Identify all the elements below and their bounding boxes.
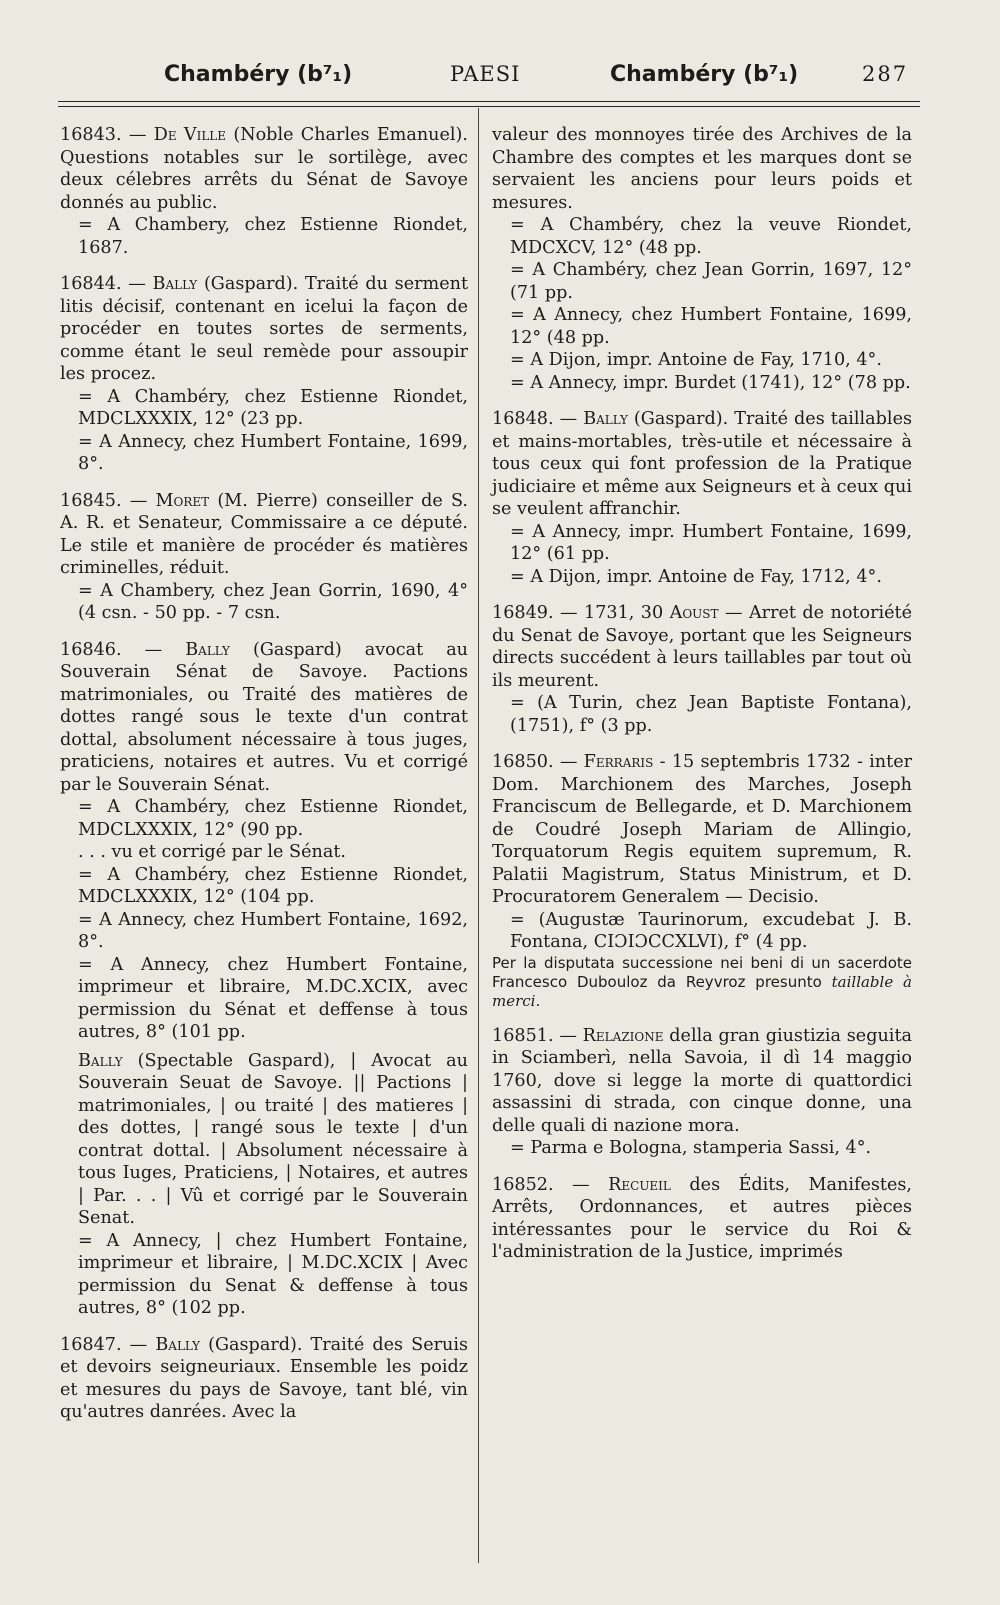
entry-author: Relazione	[582, 1025, 664, 1046]
entry-body: 16851. — Relazione della gran giustizia seguita in Sciamberì, nella Savoia, il dì 14 maggio 1760, dove si legge la morte di quattordici assassini di strada, con cinque donne, una delle quali di nazione mora.	[492, 1025, 912, 1136]
entry-author: Bally	[78, 1050, 123, 1071]
entry-16843	[60, 124, 468, 259]
entry-author: Aoust	[669, 603, 719, 623]
header-rule	[58, 101, 920, 102]
column-divider	[478, 108, 479, 1563]
entry-16847	[60, 1334, 468, 1424]
entry-author: Ferraris	[583, 752, 654, 772]
entry-author: De Ville	[153, 125, 227, 145]
edition-line: = A Chambéry, chez Estienne Riondet, MDCLXXXIX, 12° (104 pp.	[78, 864, 468, 907]
entry-16844	[60, 273, 468, 476]
right-column	[492, 124, 912, 1278]
edition-line: = A Annecy, impr. Burdet (1741), 12° (78 pp.	[510, 372, 911, 393]
edition-line: = A Annecy, chez Humbert Fontaine, 1699, 8°.	[78, 431, 468, 474]
entry-body: 16846. — Bally (Gaspard) avocat au Souverain Sénat de Savoye. Pactions matrimoniales, ou Traité des matières de dottes rangé sous le texte d'un contrat dottal, absolument nécessaire à tous juges, praticiens, notaires et autres. Vu et corrigé par le Souverain Sénat.	[60, 639, 469, 795]
edition-line: = A Chambéry, chez la veuve Riondet, MDCXCV, 12° (48 pp.	[510, 215, 912, 258]
edition-line: = A Annecy, impr. Humbert Fontaine, 1699, 12° (61 pp.	[510, 521, 912, 564]
edition-line: = A Dijon, impr. Antoine de Fay, 1710, 4°.	[510, 350, 882, 370]
entry-16846	[60, 639, 468, 1320]
header-rule-double	[58, 106, 920, 107]
entry-16845	[60, 490, 468, 625]
entry-author: Bally	[155, 1334, 201, 1355]
edition-line: . . . vu et corrigé par le Sénat.	[78, 842, 346, 862]
entry-text: (Noble Charles Emanuel). Questions notables sur le sortilège, avec deux célebres arrêts du Sénat de Savoye donnés au public.	[60, 125, 468, 213]
title-transcription-text: (Spectable Gaspard), | Avocat au Souverain Seuat de Savoye. || Pactions | matrimoniales, | ou traité | des matieres | des dottes, | rangé sous le texte | d'un contrat dottal. | Absolument nécessaire à tous Iuges, Praticiens, | Notaires, et autres | Par. . . | Vû et corrigé par le Souverain Senat.	[78, 1050, 468, 1228]
entry-author: Moret	[155, 490, 210, 511]
entry-author: Bally	[152, 274, 198, 294]
edition-line: = A Chambéry, chez Estienne Riondet, MDCLXXXIX, 12° (90 pp.	[78, 797, 468, 840]
entry-body	[492, 602, 912, 692]
entry-text: (M. Pierre) conseiller de S. A. R. et Senateur, Commissaire a ce député. Le stile et manière de procéder és matières criminelles, réduit.	[60, 490, 469, 578]
entry-16847-continued	[492, 124, 912, 394]
edition-line: = A Annecy, chez Humbert Fontaine, 1699, 12° (48 pp.	[510, 305, 912, 348]
edition-line: = A Annecy, chez Humbert Fontaine, imprimeur et libraire, M.DC.XCIX, avec permission du Sénat et deffense à tous autres, 8° (101 pp.	[78, 954, 468, 1042]
entry-16849	[492, 602, 912, 737]
title-transcription	[60, 1050, 468, 1230]
entry-date: — 1731, 30	[560, 603, 670, 623]
entry-body: 16845. — Moret (M. Pierre) conseiller de S. A. R. et Senateur, Commissaire a ce député. Le stile et manière de procéder és matières criminelles, réduit.	[60, 490, 469, 578]
edition-line: = A Dijon, impr. Antoine de Fay, 1712, 4°.	[510, 566, 882, 587]
entry-number: 16846.	[60, 639, 122, 660]
entry-text: (Gaspard). Traité des Seruis et devoirs seigneuriaux. Ensemble les poidz et mesures du pays de Savoye, tant blé, vin qu'autres danrées. Avec la	[60, 1334, 469, 1422]
entry-body: 16847. — Bally (Gaspard). Traité des Seruis et devoirs seigneuriaux. Ensemble les poidz et mesures du pays de Savoye, tant blé, vin qu'autres danrées. Avec la	[60, 1334, 469, 1422]
entry-number: 16843.	[60, 125, 122, 145]
note-text: Per la disputata successione nei beni di un sacerdote Francesco Dubouloz da Reyvroz presunto	[492, 953, 912, 991]
entry-text: (Gaspard) avocat au Souverain Sénat de Savoye. Pactions matrimoniales, ou Traité des matières de dottes rangé sous le texte d'un contrat dottal, absolument nécessaire à tous juges, praticiens, notaires et autres. Vu et corrigé par le Souverain Sénat.	[60, 639, 469, 795]
entry-body: 16848. — Bally (Gaspard). Traité des taillables et mains-mortables, très-utile et nécessaire à tous ceux qui font profession de la Pratique judiciaire et même aux Seigneurs et à ceux qui se veulent affranchir.	[492, 409, 913, 519]
entry-text: des Édits, Manifestes, Arrêts, Ordonnances, et autres pièces intéressantes pour le service du Roi & l'administration de la Justice, imprimés	[492, 1174, 912, 1262]
entry-text: (Gaspard). Traité des taillables et mains-mortables, très-utile et nécessaire à tous ceux qui font profession de la Pratique judiciaire et même aux Seigneurs et à ceux qui se veulent affranchir.	[492, 409, 913, 519]
entry-number: 16847.	[60, 1334, 122, 1355]
entry-text: — Arret de notoriété du Senat de Savoye, portant que les Seigneurs directs succédent à leurs taillables par tout où ils meurent.	[492, 603, 913, 691]
edition-line: = A Chambéry, chez Estienne Riondet, MDCLXXXIX, 12° (23 pp.	[78, 386, 468, 429]
entry-number: 16850.	[492, 752, 554, 772]
entry-number: 16848.	[492, 409, 554, 429]
entry-text: della gran giustizia seguita in Sciamberì, nella Savoia, il dì 14 maggio 1760, dove si legge la morte di quattordici assassini di strada, con cinque donne, una delle quali di nazione mora.	[492, 1025, 912, 1136]
entry-body: 16850. — Ferraris - 15 septembris 1732 - inter Dom. Marchionem des Marches, Joseph Franciscum de Bellegarde, et D. Marchionem de Coudré Joseph Mariam de Allingio, Torquatorum Regis equitem supremum, R. Palatii Magistrum, Status Ministrum, et D. Procuratorem Generalem — Decisio.	[492, 752, 913, 907]
entry-16850	[492, 751, 912, 1011]
entry-author: Bally	[583, 409, 628, 429]
entry-body: 16844. — Bally (Gaspard). Traité du serment litis décisif, contenant en icelui la façon de procéder en toutes sortes de serments, comme étant le seul remède pour assoupir les procez.	[60, 274, 469, 384]
entry-text: (Gaspard). Traité du serment litis décisif, contenant en icelui la façon de procéder en toutes sortes de serments, comme étant le seul remède pour assoupir les procez.	[60, 274, 469, 384]
entry-number: 16851.	[492, 1025, 554, 1046]
edition-line: = A Chambery, chez Estienne Riondet, 1687.	[78, 215, 468, 258]
entry-body: 16852. — Recueil des Édits, Manifestes, Arrêts, Ordonnances, et autres pièces intéressantes pour le service du Roi & l'administration de la Justice, imprimés	[492, 1174, 912, 1262]
edition-line: = A Annecy, chez Humbert Fontaine, 1692, 8°.	[78, 909, 468, 952]
entry-number: 16849.	[492, 603, 554, 623]
entry-author: Recueil	[608, 1174, 671, 1195]
entry-body: 16843. — De Ville (Noble Charles Emanuel). Questions notables sur le sortilège, avec deux célebres arrêts du Sénat de Savoye donnés au public.	[60, 125, 468, 213]
note-italic: taillable à merci.	[492, 972, 912, 1010]
entry-number: 16844.	[60, 274, 122, 294]
header-center-title: PAESI	[450, 62, 521, 86]
page-number: 287	[862, 62, 909, 86]
header-left-title: Chambéry (b⁷₁)	[164, 62, 353, 87]
entry-16852	[492, 1174, 912, 1264]
header-right-title: Chambéry (b⁷₁)	[610, 62, 799, 87]
edition-line: = (A Turin, chez Jean Baptiste Fontana), (1751), f° (3 pp.	[510, 693, 912, 736]
entry-note	[492, 954, 912, 1011]
entry-text: valeur des monnoyes tirée des Archives de la Chambre des comptes et les marques dont se servaient les anciens pour leurs poids et mesures.	[492, 125, 912, 213]
running-header	[150, 62, 930, 102]
left-column	[60, 124, 468, 1438]
entry-16848	[492, 408, 912, 588]
entry-number: 16845.	[60, 490, 122, 511]
edition-line: = A Chambéry, chez Jean Gorrin, 1697, 12° (71 pp.	[510, 260, 912, 303]
entry-text: - 15 septembris 1732 - inter Dom. Marchionem des Marches, Joseph Franciscum de Bellegarde, et D. Marchionem de Coudré Joseph Mariam de Allingio, Torquatorum Regis equitem supremum, R. Palatii Magistrum, Status Ministrum, et D. Procuratorem Generalem — Decisio.	[492, 752, 913, 907]
entry-number: 16852.	[492, 1174, 554, 1195]
entry-16851	[492, 1025, 912, 1160]
entry-author: Bally	[185, 639, 230, 660]
edition-line: = Parma e Bologna, stamperia Sassi, 4°.	[510, 1138, 872, 1158]
edition-line: = (Augustæ Taurinorum, excudebat J. B. Fontana, CIƆIƆCCXLVI), f° (4 pp.	[510, 909, 912, 952]
edition-line: = A Annecy, | chez Humbert Fontaine, imprimeur et libraire, | M.DC.XCIX | Avec permission du Senat & deffense à tous autres, 8° (102 pp.	[78, 1230, 468, 1318]
edition-line: = A Chambery, chez Jean Gorrin, 1690, 4° (4 csn. - 50 pp. - 7 csn.	[78, 580, 468, 623]
